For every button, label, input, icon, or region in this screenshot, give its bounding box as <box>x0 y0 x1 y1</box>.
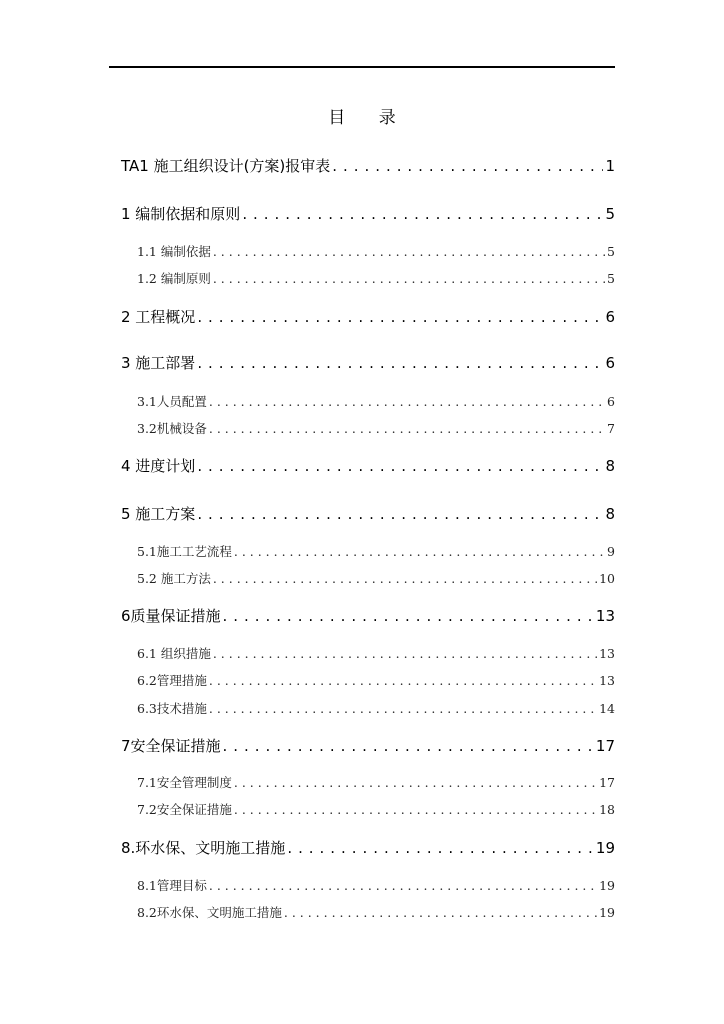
toc-entry[interactable] <box>121 605 615 626</box>
toc-entry-page: 8 <box>605 457 615 475</box>
dot-leader <box>209 878 597 893</box>
toc-entry-text: TA1 施工组织设计(方案)报审表 <box>121 157 331 175</box>
toc-entry-page: 17 <box>599 775 615 790</box>
toc-subentry[interactable] <box>137 876 615 894</box>
toc-entry-page: 19 <box>599 905 615 920</box>
toc-entry-page: 13 <box>599 673 615 688</box>
toc-entry-page: 9 <box>607 544 615 559</box>
dot-leader <box>197 505 603 523</box>
toc-entry-page: 5 <box>605 205 615 223</box>
dot-leader <box>197 354 603 372</box>
dot-leader <box>234 544 605 559</box>
toc-entry-page: 1 <box>605 157 615 175</box>
toc-subentry[interactable] <box>137 242 615 260</box>
toc-entry-page: 7 <box>607 421 615 436</box>
dot-leader <box>223 737 594 755</box>
toc-entry-text: 6.2管理措施 <box>137 673 207 688</box>
toc-subentry[interactable] <box>137 671 615 689</box>
toc-entry-text: 1.2 编制原则 <box>137 271 211 286</box>
toc-subentry[interactable] <box>137 542 615 560</box>
toc-subentry[interactable] <box>137 773 615 791</box>
toc-entry-page: 19 <box>599 878 615 893</box>
dot-leader <box>223 607 594 625</box>
toc-subentry[interactable] <box>137 903 615 921</box>
toc-subentry[interactable] <box>137 800 615 818</box>
toc-entry-page: 19 <box>595 839 615 857</box>
toc-entry-page: 6 <box>607 394 615 409</box>
toc-entry-text: 4 进度计划 <box>121 457 196 475</box>
toc-entry-text: 6.3技术措施 <box>137 701 207 716</box>
toc-subentry[interactable] <box>137 392 615 410</box>
toc-entry-text: 1.1 编制依据 <box>137 244 211 259</box>
toc-entry-text: 8.1管理目标 <box>137 878 207 893</box>
toc-subentry[interactable] <box>137 269 615 287</box>
toc-entry-page: 6 <box>605 354 615 372</box>
dot-leader <box>209 394 605 409</box>
toc-entry[interactable] <box>121 503 615 524</box>
toc-entry-text: 7.1安全管理制度 <box>137 775 232 790</box>
toc-entry-page: 18 <box>599 802 615 817</box>
dot-leader <box>234 802 597 817</box>
toc-entry-text: 5.2 施工方法 <box>137 571 211 586</box>
dot-leader <box>209 701 597 716</box>
toc-entry-text: 3 施工部署 <box>121 354 196 372</box>
toc-entry[interactable] <box>121 155 615 176</box>
toc-subentry[interactable] <box>137 419 615 437</box>
dot-leader <box>209 421 605 436</box>
toc-entry[interactable] <box>121 837 615 858</box>
toc-subentry[interactable] <box>137 569 615 587</box>
toc-entry-page: 5 <box>607 271 615 286</box>
toc-entry-text: 5 施工方案 <box>121 505 196 523</box>
toc-entry-text: 5.1施工工艺流程 <box>137 544 232 559</box>
toc-subentry[interactable] <box>137 699 615 717</box>
toc-entry-page: 17 <box>595 737 615 755</box>
toc-entry-text: 7安全保证措施 <box>121 737 221 755</box>
toc-entry-text: 6.1 组织措施 <box>137 646 211 661</box>
dot-leader <box>332 157 603 175</box>
toc-entry-text: 8.环水保、文明施工措施 <box>121 839 286 857</box>
dot-leader <box>209 673 597 688</box>
dot-leader <box>197 457 603 475</box>
toc-entry-text: 8.2环水保、文明施工措施 <box>137 905 282 920</box>
dot-leader <box>197 308 603 326</box>
toc-entry-page: 10 <box>599 571 615 586</box>
toc-entry-page: 5 <box>607 244 615 259</box>
dot-leader <box>213 571 597 586</box>
toc-entry-text: 2 工程概况 <box>121 308 196 326</box>
dot-leader <box>213 271 605 286</box>
header-rule <box>109 66 615 68</box>
dot-leader <box>234 775 597 790</box>
toc-entry[interactable] <box>121 306 615 327</box>
dot-leader <box>213 244 605 259</box>
toc-entry-page: 6 <box>605 308 615 326</box>
dot-leader <box>287 839 594 857</box>
dot-leader <box>284 905 597 920</box>
dot-leader <box>213 646 597 661</box>
toc-entry[interactable] <box>121 352 615 373</box>
toc-entry-page: 8 <box>605 505 615 523</box>
toc-title: 目 录 <box>328 108 410 128</box>
toc-entry-text: 3.1人员配置 <box>137 394 207 409</box>
toc-entry-text: 3.2机械设备 <box>137 421 207 436</box>
toc-entry-page: 13 <box>599 646 615 661</box>
toc-entry[interactable] <box>121 735 615 756</box>
toc-entry-page: 14 <box>599 701 615 716</box>
toc-entry-text: 7.2安全保证措施 <box>137 802 232 817</box>
toc-entry-text: 6质量保证措施 <box>121 607 221 625</box>
toc-subentry[interactable] <box>137 644 615 662</box>
toc-entry[interactable] <box>121 455 615 476</box>
toc-entry[interactable] <box>121 203 615 224</box>
dot-leader <box>242 205 603 223</box>
toc-entry-page: 13 <box>595 607 615 625</box>
toc-entry-text: 1 编制依据和原则 <box>121 205 241 223</box>
